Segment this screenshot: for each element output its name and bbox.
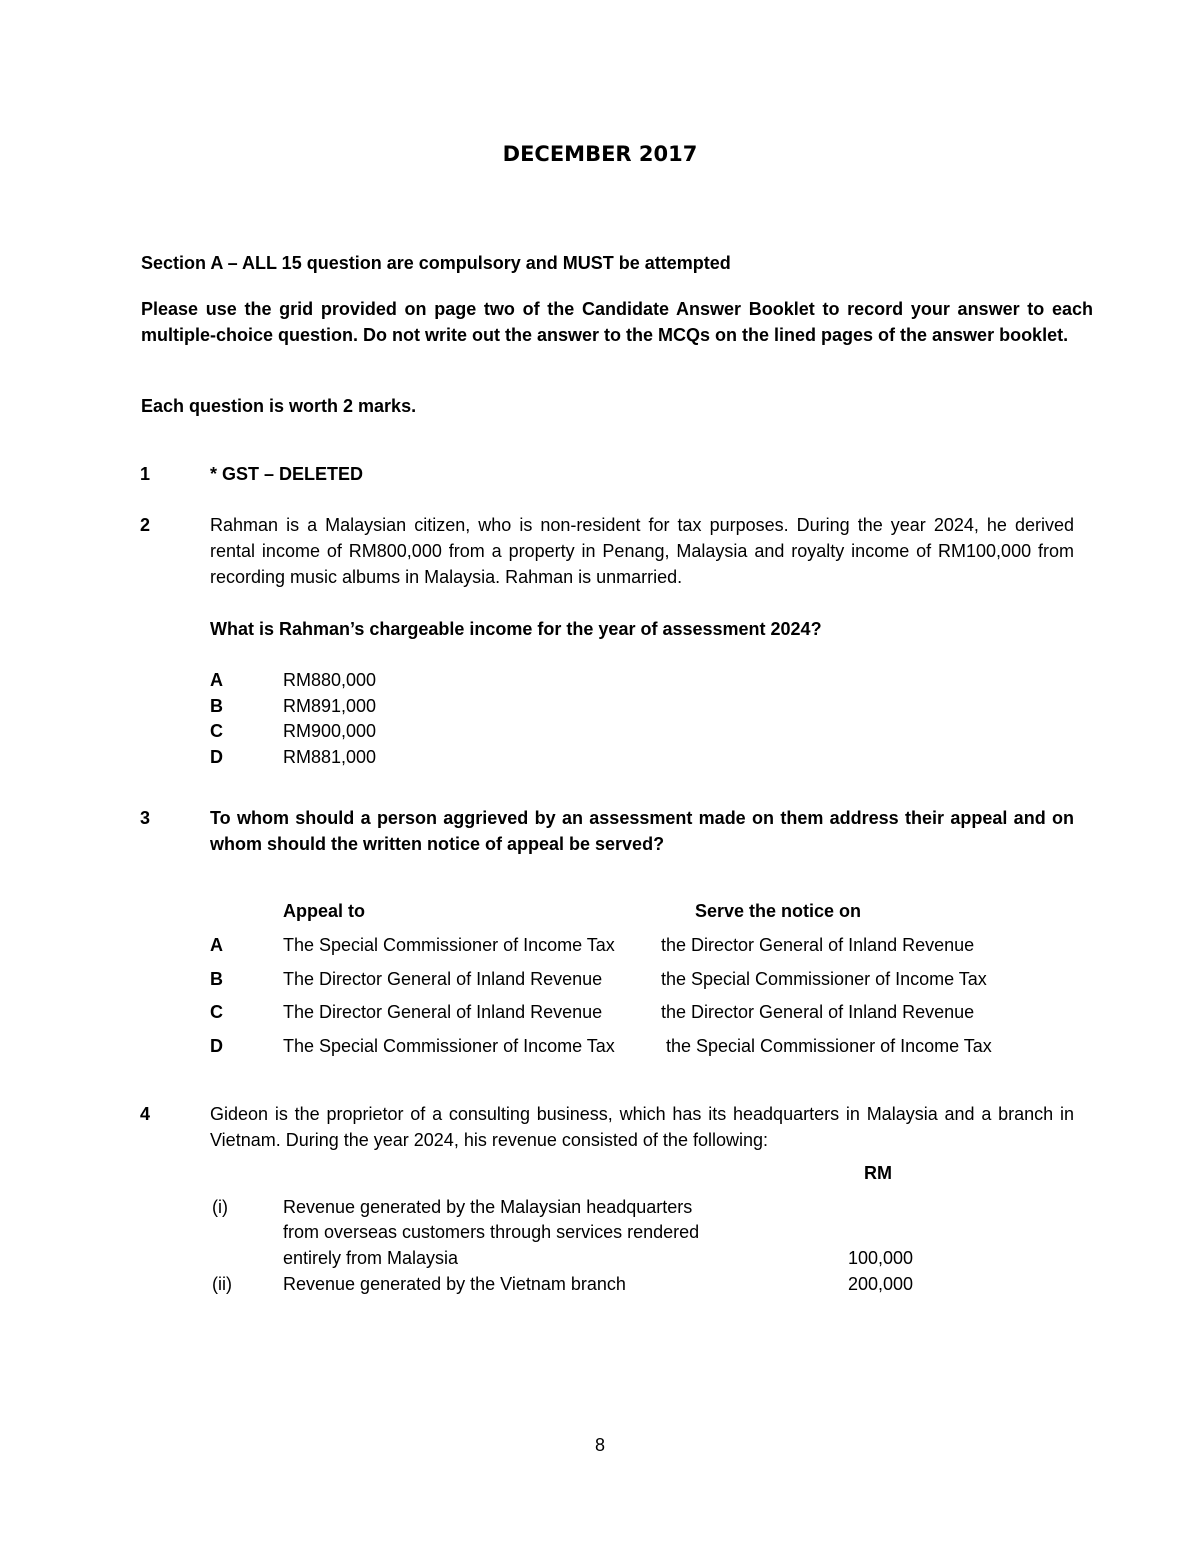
question-2-stem: Rahman is a Malaysian citizen, who is non-resident for tax purposes. During the year 2024, he derived rental income of RM800,000 from a property in Penang, Malaysia and royalty income of RM100,000 from recording music albums in Malaysia. Rahman is unmarried. xyxy=(210,515,1074,587)
q2-option-b-letter: B xyxy=(210,696,223,716)
page-title: DECEMBER 2017 xyxy=(502,142,698,166)
q2-option-d-text: RM881,000 xyxy=(283,747,377,767)
q4-item-1-line-3: entirely from Malaysia xyxy=(283,1248,459,1268)
q2-option-b-text: RM891,000 xyxy=(283,696,377,716)
q4-item-1-amount: 100,000 xyxy=(848,1248,914,1268)
q3-option-a-letter: A xyxy=(210,935,223,955)
q3-option-b-appeal: The Director General of Inland Revenue xyxy=(283,969,603,989)
q2-option-a-text: RM880,000 xyxy=(283,670,377,690)
question-1-text: * GST – DELETED xyxy=(210,464,364,484)
q4-currency-header: RM xyxy=(864,1163,892,1183)
page-number: 8 xyxy=(594,1435,605,1455)
question-1-number: 1 xyxy=(140,464,151,484)
q3-option-b-letter: B xyxy=(210,969,223,989)
q4-item-2-line-1: Revenue generated by the Vietnam branch xyxy=(283,1274,626,1294)
q3-option-c-serve: the Director General of Inland Revenue xyxy=(661,1002,975,1022)
question-3-prompt: To whom should a person aggrieved by an assessment made on them address their appeal and on whom should the written notice of appeal be served? xyxy=(210,808,1074,854)
q4-item-1-line-2: from overseas customers through services rendered xyxy=(283,1222,700,1242)
q2-option-a-letter: A xyxy=(210,670,223,690)
q3-column-serve-notice: Serve the notice on xyxy=(695,901,862,921)
q2-option-c-text: RM900,000 xyxy=(283,721,377,741)
q3-option-c-appeal: The Director General of Inland Revenue xyxy=(283,1002,603,1022)
q3-option-a-serve: the Director General of Inland Revenue xyxy=(661,935,975,955)
q3-column-appeal-to: Appeal to xyxy=(283,901,366,921)
q3-option-d-letter: D xyxy=(210,1036,223,1056)
q3-option-a-appeal: The Special Commissioner of Income Tax xyxy=(283,935,615,955)
q3-option-c-letter: C xyxy=(210,1002,223,1022)
section-heading: Section A – ALL 15 question are compulsory and MUST be attempted xyxy=(141,253,731,273)
question-2-number: 2 xyxy=(140,515,151,535)
section-instruction: Please use the grid provided on page two of the Candidate Answer Booklet to record your answer to each multiple-choice question. Do not write out the answer to the MCQs on the lined pages of the answer booklet. xyxy=(141,299,1093,345)
q4-item-1-label: (i) xyxy=(212,1197,228,1217)
q4-item-1-line-1: Revenue generated by the Malaysian headquarters xyxy=(283,1197,693,1217)
question-2-prompt: What is Rahman’s chargeable income for the year of assessment 2024? xyxy=(210,619,822,639)
q4-item-2-label: (ii) xyxy=(212,1274,232,1294)
question-4-stem: Gideon is the proprietor of a consulting business, which has its headquarters in Malaysia and a branch in Vietnam. During the year 2024, his revenue consisted of the following: xyxy=(210,1104,1074,1150)
q2-option-c-letter: C xyxy=(210,721,223,741)
q3-option-d-serve: the Special Commissioner of Income Tax xyxy=(661,1036,992,1056)
section-marks: Each question is worth 2 marks. xyxy=(141,396,417,416)
q4-item-2-amount: 200,000 xyxy=(848,1274,914,1294)
question-4-number: 4 xyxy=(140,1104,151,1124)
q2-option-d-letter: D xyxy=(210,747,223,767)
question-3-number: 3 xyxy=(140,808,151,828)
q3-option-b-serve: the Special Commissioner of Income Tax xyxy=(661,969,987,989)
q3-option-d-appeal: The Special Commissioner of Income Tax xyxy=(283,1036,615,1056)
